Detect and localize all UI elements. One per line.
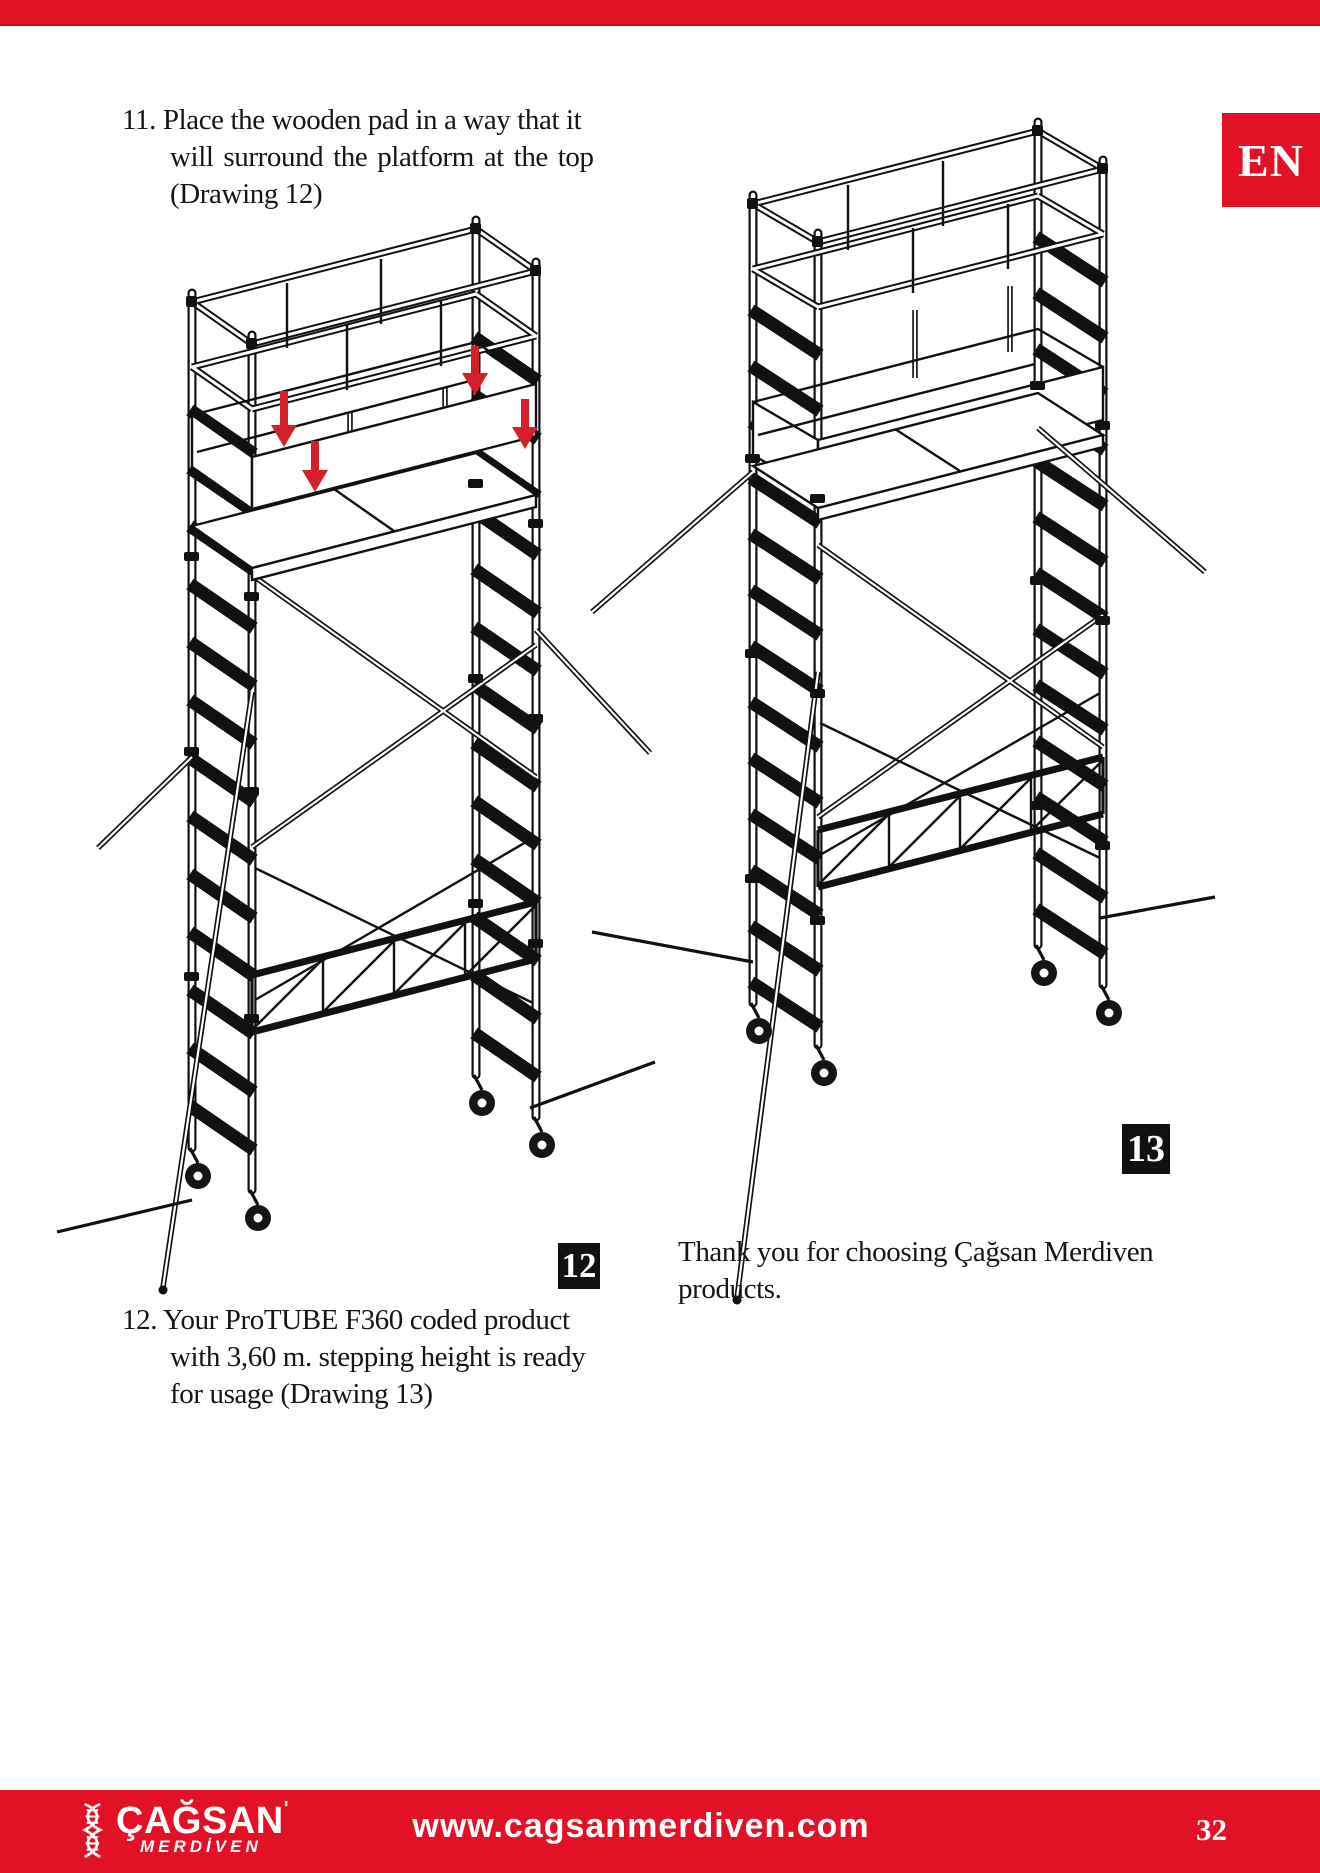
caster-wheel <box>469 1075 495 1116</box>
caster-wheel <box>1096 985 1122 1026</box>
brand-mark: ' <box>283 1798 289 1820</box>
step-11-line-1: 11. Place the wooden pad in a way that it <box>122 104 582 136</box>
step-12-line-2: with 3,60 m. stepping height is ready <box>170 1341 586 1373</box>
step-12-line-1: 12. Your ProTUBE F360 coded product <box>122 1304 570 1336</box>
casters <box>185 1075 555 1231</box>
step-12-line-3: for usage (Drawing 13) <box>170 1378 433 1410</box>
caster-wheel <box>245 1190 271 1231</box>
caster-wheel <box>529 1117 555 1158</box>
stabilizers <box>57 630 655 1295</box>
step-11-line-3: (Drawing 12) <box>170 178 323 210</box>
caster-wheel <box>746 1003 772 1044</box>
ladder-rungs <box>751 237 1105 1027</box>
footer-website: www.cagsanmerdiven.com <box>412 1807 870 1845</box>
brand-name: ÇAĞSAN' <box>116 1798 289 1842</box>
figure-12-label <box>558 1243 600 1289</box>
brand-subtitle: MERDİVEN <box>140 1837 262 1856</box>
step-11-line-2: will surround the platform at the top <box>170 141 594 173</box>
truss-beam <box>252 902 536 1032</box>
figure-12-number: 12 <box>561 1246 597 1285</box>
step-11-number: 11. <box>122 104 156 136</box>
thanks-line-1: Thank you for choosing Çağsan Merdiven <box>678 1236 1154 1268</box>
caster-wheel <box>185 1148 211 1189</box>
language-badge-label: EN <box>1238 134 1304 186</box>
page-number: 32 <box>1196 1812 1227 1847</box>
thanks-line-2: products. <box>678 1273 782 1305</box>
step-12-number: 12. <box>122 1304 158 1336</box>
figure-13-label <box>1122 1124 1170 1174</box>
caster-wheel <box>1031 945 1057 986</box>
footer-bar <box>0 1790 1320 1873</box>
caster-wheel <box>811 1045 837 1086</box>
figure-13-number: 13 <box>1127 1128 1165 1170</box>
figure-12-drawing <box>57 220 655 1295</box>
